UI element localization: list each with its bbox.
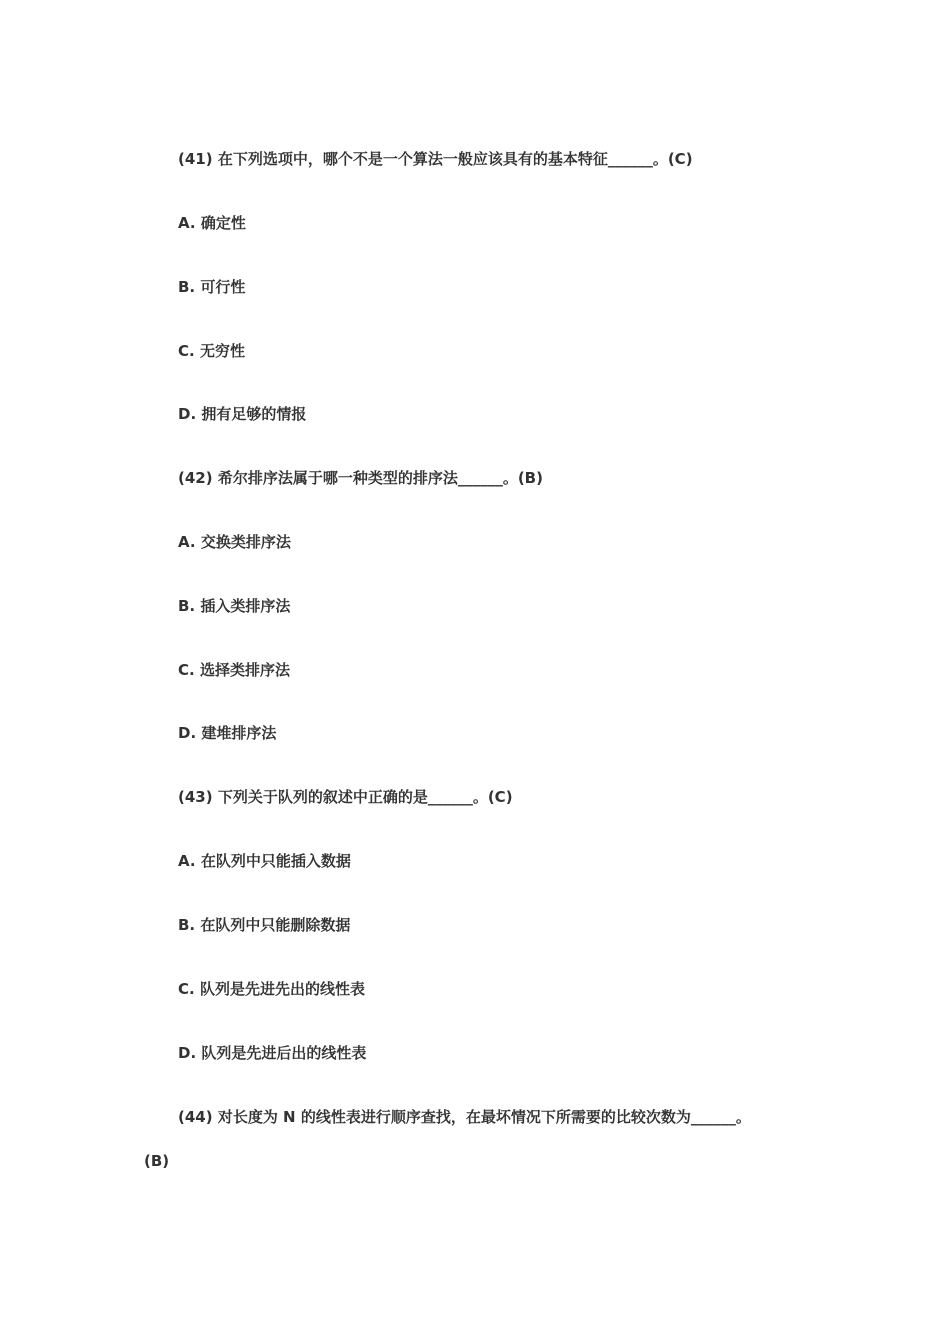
option-letter: D. bbox=[178, 1044, 197, 1062]
option-41-c bbox=[178, 341, 245, 361]
option-42-a bbox=[178, 532, 291, 552]
option-text: 在队列中只能插入数据 bbox=[200, 852, 351, 870]
option-text: 在队列中只能删除数据 bbox=[200, 916, 351, 934]
question-41 bbox=[178, 149, 693, 169]
option-43-a bbox=[178, 851, 351, 871]
option-43-c bbox=[178, 979, 365, 999]
option-text: 队列是先进先出的线性表 bbox=[199, 980, 365, 998]
question-number: (42) bbox=[178, 469, 213, 487]
option-41-d bbox=[178, 404, 306, 424]
question-number: (43) bbox=[178, 788, 213, 806]
option-text: 可行性 bbox=[200, 278, 246, 296]
question-44 bbox=[178, 1107, 751, 1127]
option-43-b bbox=[178, 915, 350, 935]
option-letter: A. bbox=[178, 214, 196, 232]
option-42-c bbox=[178, 660, 290, 680]
option-letter: C. bbox=[178, 661, 195, 679]
option-text: 队列是先进后出的线性表 bbox=[201, 1044, 367, 1062]
option-letter: C. bbox=[178, 342, 195, 360]
option-41-a bbox=[178, 213, 246, 233]
option-letter: D. bbox=[178, 405, 197, 423]
option-letter: C. bbox=[178, 980, 195, 998]
option-letter: A. bbox=[178, 533, 196, 551]
option-41-b bbox=[178, 277, 245, 297]
question-43 bbox=[178, 787, 513, 807]
question-44-answer: (B) bbox=[144, 1152, 170, 1170]
question-number: (44) bbox=[178, 1108, 213, 1126]
option-letter: D. bbox=[178, 724, 197, 742]
option-42-b bbox=[178, 596, 290, 616]
question-number: (41) bbox=[178, 150, 213, 168]
option-42-d bbox=[178, 723, 276, 743]
option-text: 建堆排序法 bbox=[201, 724, 277, 742]
option-text: 选择类排序法 bbox=[199, 661, 290, 679]
option-text: 插入类排序法 bbox=[200, 597, 291, 615]
option-text: 拥有足够的情报 bbox=[201, 405, 307, 423]
option-letter: B. bbox=[178, 278, 196, 296]
option-text: 交换类排序法 bbox=[200, 533, 291, 551]
question-text: 希尔排序法属于哪一种类型的排序法______。(B) bbox=[217, 469, 543, 487]
question-text: 在下列选项中，哪个不是一个算法一般应该具有的基本特征______。(C) bbox=[217, 150, 693, 168]
option-text: 确定性 bbox=[200, 214, 246, 232]
option-letter: B. bbox=[178, 916, 196, 934]
question-text: 下列关于队列的叙述中正确的是______。(C) bbox=[217, 788, 513, 806]
option-43-d bbox=[178, 1043, 366, 1063]
option-letter: B. bbox=[178, 597, 196, 615]
option-text: 无穷性 bbox=[199, 342, 245, 360]
option-letter: A. bbox=[178, 852, 196, 870]
question-text: 对长度为 N 的线性表进行顺序查找，在最坏情况下所需要的比较次数为______。 bbox=[217, 1108, 751, 1126]
question-42 bbox=[178, 468, 543, 488]
